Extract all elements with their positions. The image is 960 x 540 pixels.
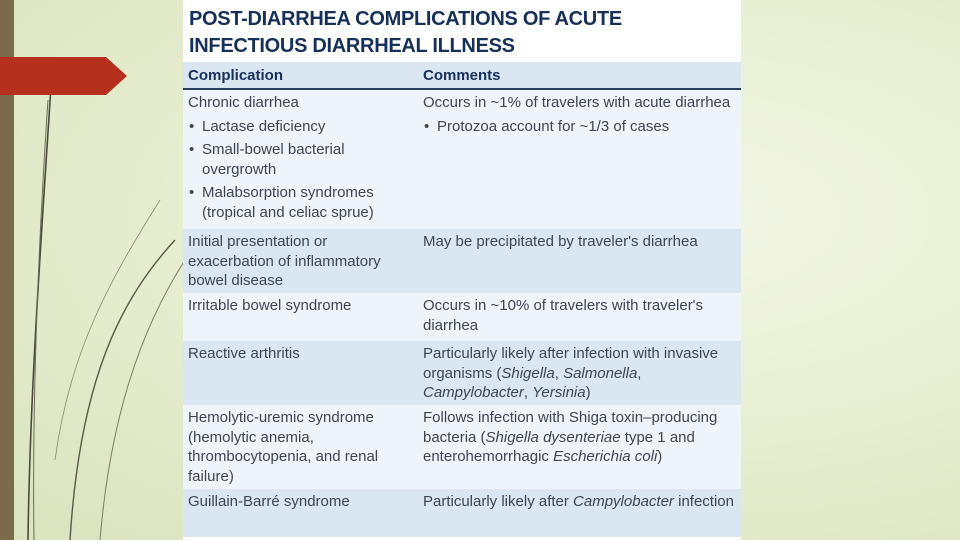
comment-cell [418, 89, 741, 229]
comment-text: , [554, 364, 564, 382]
table-header-row [183, 62, 741, 89]
header-complication: Complication [183, 62, 418, 89]
complication-cell: Initial presentation or exacerbation of inflammatory bowel disease [183, 229, 418, 293]
comment-text: ) [585, 384, 591, 401]
organism-name: Campylobacter [423, 384, 524, 401]
organism-name: Campylobacter [573, 493, 674, 510]
sub-item-list [188, 117, 413, 223]
table-row [183, 293, 741, 341]
comment-cell: Occurs in ~10% of travelers with traveler's diarrhea [418, 293, 741, 341]
comment-cell: May be precipitated by traveler's diarrhea [418, 229, 741, 293]
comment-text: infection [673, 493, 734, 510]
table-row [183, 89, 741, 229]
table-row [183, 405, 741, 489]
table-row [183, 489, 741, 537]
comment-bullet-list [423, 117, 736, 137]
complications-table [183, 62, 741, 537]
list-item: • Protozoa account for ~1/3 of cases [423, 117, 736, 137]
comment-text: Follows infection with Shiga toxin–producing bacteria ( [423, 409, 718, 446]
complication-cell: Irritable bowel syndrome [183, 293, 418, 341]
comment-text: , [523, 384, 533, 401]
comment-cell [418, 341, 741, 405]
organism-name: Shigella [501, 364, 555, 382]
list-item: • Small-bowel bacterial overgrowth [188, 140, 413, 179]
organism-name: Escherichia coli [553, 448, 658, 465]
header-comments: Comments [418, 62, 741, 89]
comment-text: Particularly likely after infection with invasive organisms ( [423, 345, 719, 382]
table-image [183, 0, 741, 540]
table-row [183, 341, 741, 405]
organism-name: Salmonella [563, 364, 638, 382]
red-arrow-icon [0, 57, 127, 95]
comment-text: type 1 and enterohemorrhagic [423, 428, 695, 465]
complication-name: Chronic diarrhea [188, 94, 299, 111]
complication-cell: Reactive arthritis [183, 341, 418, 405]
comment-cell [418, 489, 741, 537]
list-item: • Lactase deficiency [188, 117, 413, 137]
comment-text: ) [657, 448, 663, 465]
comment-text: , [637, 364, 642, 382]
organism-name: Yersinia [532, 384, 586, 401]
table-title: POST-DIARRHEA COMPLICATIONS OF ACUTE INFECTIOUS DIARRHEAL ILLNESS [189, 8, 622, 57]
complication-cell: Guillain-Barré syndrome [183, 489, 418, 537]
comment-text: Occurs in ~1% of travelers with acute diarrhea [423, 94, 731, 111]
table-row [183, 229, 741, 293]
list-item: • Malabsorption syndromes (tropical and celiac sprue) [188, 183, 413, 222]
comment-cell [418, 405, 741, 489]
complication-cell: Hemolytic-uremic syndrome (hemolytic anemia, thrombocytopenia, and renal failure) [183, 405, 418, 489]
complication-cell [183, 89, 418, 229]
comment-text: Particularly likely after [423, 493, 574, 510]
organism-name: Shigella dysenteriae [485, 428, 621, 446]
